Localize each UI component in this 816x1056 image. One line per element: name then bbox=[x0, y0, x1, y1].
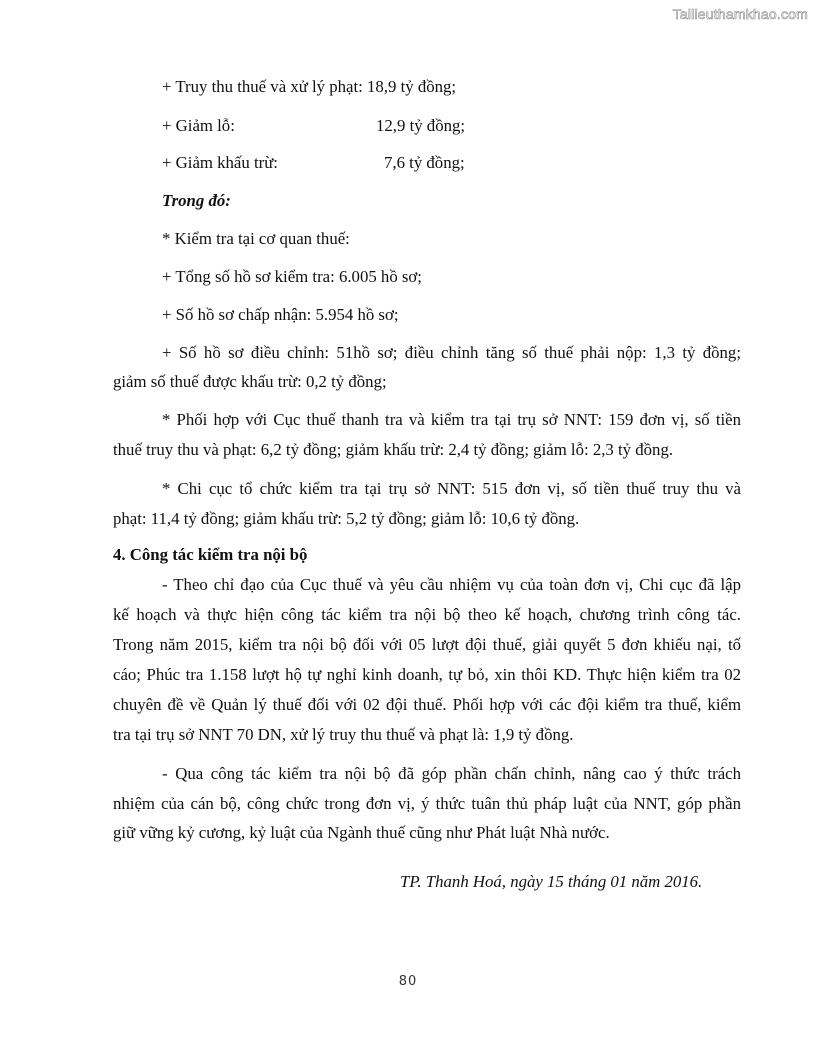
date-line: TP. Thanh Hoá, ngày 15 tháng 01 năm 2016. bbox=[400, 872, 703, 891]
para-noi-bo-line-3: Trong năm 2015, kiểm tra nội bộ đối với 05 lượt đội thuế, giải quyết 5 đơn khiếu nại, tố bbox=[113, 635, 741, 654]
para-chi-cuc-line-2: phạt: 11,4 tỷ đồng; giảm khấu trừ: 5,2 tỷ đồng; giảm lỗ: 10,6 tỷ đồng. bbox=[113, 509, 580, 528]
item-truy-thu: + Truy thu thuế và xử lý phạt: 18,9 tỷ đồng; bbox=[162, 77, 457, 96]
page-number: 80 bbox=[398, 974, 418, 989]
para-noi-bo-line-1: - Theo chỉ đạo của Cục thuế và yêu cầu nhiệm vụ của toàn đơn vị, Chi cục đã lập bbox=[162, 575, 741, 594]
tong-so-ho-so: + Tổng số hồ sơ kiểm tra: 6.005 hồ sơ; bbox=[162, 267, 422, 286]
para-dieu-chinh-line-2: giảm số thuế được khấu trừ: 0,2 tỷ đồng; bbox=[113, 372, 387, 391]
item-giam-lo-value: 12,9 tỷ đồng; bbox=[376, 116, 466, 135]
item-giam-khau-tru bbox=[162, 153, 482, 173]
para-phoi-hop-line-1: * Phối hợp với Cục thuế thanh tra và kiểm tra tại trụ sở NNT: 159 đơn vị, số tiền bbox=[162, 410, 741, 429]
para-noi-bo-line-6: tra tại trụ sở NNT 70 DN, xử lý truy thu thuế và phạt là: 1,9 tỷ đồng. bbox=[113, 725, 574, 744]
section-4-heading: 4. Công tác kiểm tra nội bộ bbox=[113, 545, 308, 564]
watermark: Tailieuthamkhao.com bbox=[672, 6, 808, 22]
so-ho-so-chap-nhan: + Số hồ sơ chấp nhận: 5.954 hồ sơ; bbox=[162, 305, 399, 324]
item-giam-lo bbox=[162, 116, 482, 136]
para-noi-bo-line-5: chuyên đề về Quản lý thuế đối với 02 đội thuế. Phối hợp với các đội kiểm tra thuế, kiểm bbox=[113, 695, 741, 714]
trong-do-heading: Trong đó: bbox=[162, 191, 231, 210]
para-qua-line-1: - Qua công tác kiểm tra nội bộ đã góp phần chấn chỉnh, nâng cao ý thức trách bbox=[162, 764, 741, 783]
para-chi-cuc-line-1: * Chi cục tổ chức kiểm tra tại trụ sở NNT: 515 đơn vị, số tiền thuế truy thu và bbox=[162, 479, 741, 498]
item-giam-lo-label: + Giảm lỗ: bbox=[162, 116, 235, 135]
para-noi-bo-line-2: kế hoạch và thực hiện công tác kiểm tra nội bộ theo kế hoạch, chương trình công tác. bbox=[113, 605, 741, 624]
kiem-tra-co-quan: * Kiểm tra tại cơ quan thuế: bbox=[162, 229, 350, 248]
para-dieu-chinh-line-1: + Số hồ sơ điều chỉnh: 51hồ sơ; điều chỉnh tăng số thuế phải nộp: 1,3 tỷ đồng; bbox=[162, 343, 741, 362]
para-noi-bo-line-4: cáo; Phúc tra 1.158 lượt hộ tự nghỉ kinh doanh, tự bỏ, xin thôi KD. Thực hiện kiểm tra 02 bbox=[113, 665, 741, 684]
para-qua-line-2: nhiệm của cán bộ, công chức trong đơn vị, ý thức tuân thủ pháp luật của NNT, góp phần bbox=[113, 794, 741, 813]
item-giam-khau-tru-label: + Giảm khấu trừ: bbox=[162, 153, 278, 172]
item-giam-khau-tru-value: 7,6 tỷ đồng; bbox=[384, 153, 465, 172]
para-qua-line-3: giữ vững kỷ cương, kỷ luật của Ngành thuế cũng như Phát luật Nhà nước. bbox=[113, 823, 610, 842]
para-phoi-hop-line-2: thuế truy thu và phạt: 6,2 tỷ đồng; giảm khấu trừ: 2,4 tỷ đồng; giảm lỗ: 2,3 tỷ đồng. bbox=[113, 440, 674, 459]
